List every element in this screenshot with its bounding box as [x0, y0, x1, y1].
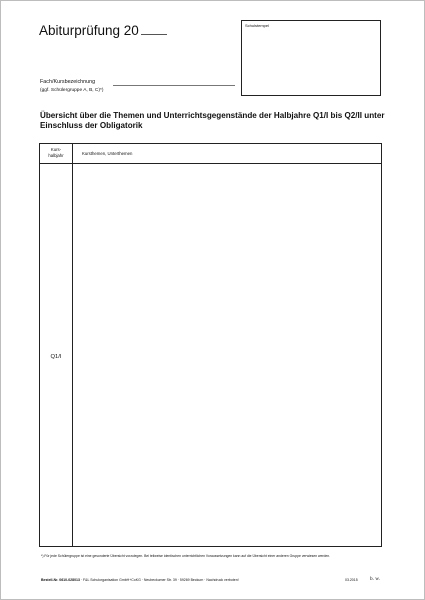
header-divider — [40, 163, 381, 164]
year-blank-line — [141, 34, 167, 35]
topics-table — [39, 143, 382, 547]
semester-column-header — [40, 147, 72, 158]
publisher-info: · F&L Schulorganisation GmbH+CoKG · Neubeckumer Str. 39 · 59269 Beckum · Nachdruck verboten! — [80, 578, 239, 582]
continued-overleaf: b. w. — [370, 576, 380, 582]
semester-label: Q1/I — [50, 354, 62, 360]
subject-blank-line — [113, 85, 235, 86]
topics-column-header: Kursthemen, Unterthemen — [82, 151, 133, 156]
form-date: 03.2015 — [345, 578, 358, 582]
school-stamp-box — [241, 20, 381, 96]
semester-column-header-text: Kurs- halbjahr — [48, 147, 64, 158]
form-heading: Übersicht über die Themen und Unterrichtsgegenstände der Halbjahre Q1/I bis Q2/II unter Einschluss der Obligatorik — [40, 111, 385, 130]
exam-title-text: Abiturprüfung 20 — [39, 23, 139, 38]
footnote: *) Für jede Schülergruppe ist eine gesonderte Übersicht vorzulegen. Bei teilweise identischen unterrichtlichen Voraussetzungen kann auf die Übersicht einer anderen Gruppe verwiesen werden. — [41, 554, 331, 558]
column-divider — [72, 144, 73, 546]
order-line — [41, 578, 306, 582]
subject-label: Fach/Kursbezeichnung — [40, 79, 96, 85]
school-stamp-label: Schulstempel — [245, 23, 270, 28]
student-group-label: (ggf. Schülergruppe A, B, C)*) — [40, 88, 104, 93]
exam-title — [39, 23, 167, 38]
order-number: Bestell-Nr. 0610-028013 — [41, 578, 80, 582]
